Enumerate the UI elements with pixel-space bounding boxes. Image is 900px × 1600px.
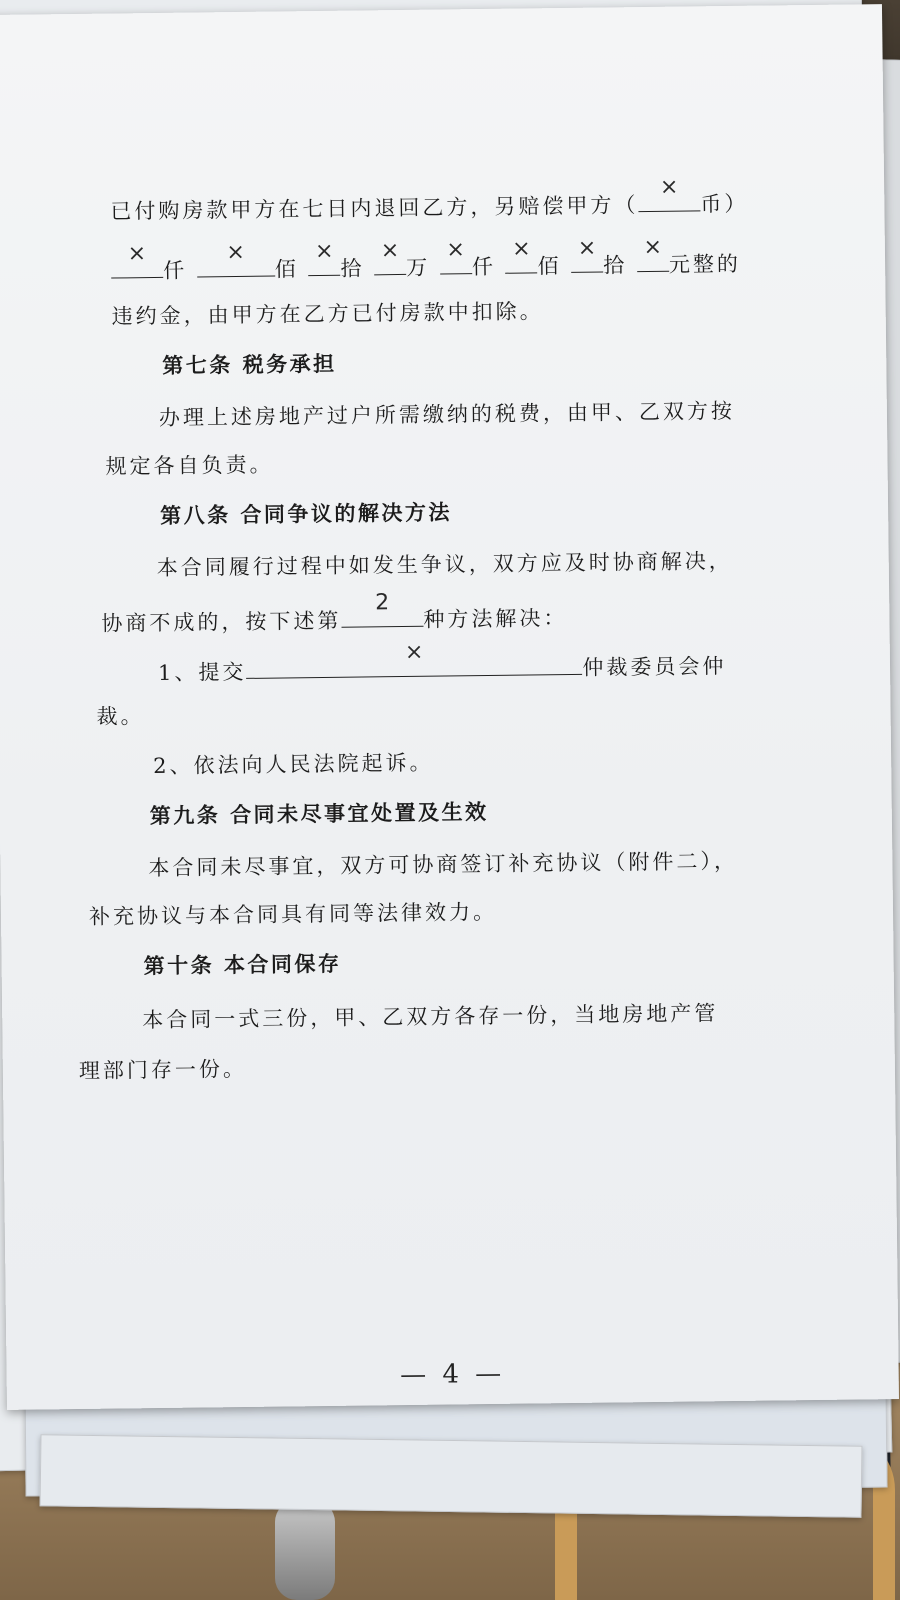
handwritten-cross: × [127, 241, 147, 267]
handwritten-cross: × [659, 174, 679, 200]
amount-line [111, 234, 742, 287]
page-content [0, 4, 899, 1410]
amount-blank [637, 234, 669, 272]
article-heading: 第十条 本合同保存 [143, 950, 342, 979]
unit-label: 仟 [471, 254, 497, 280]
handwritten-cross: × [226, 239, 245, 266]
text-line: 办理上述房地产过户所需缴纳的税费，由甲、乙双方按 [158, 398, 736, 430]
handwritten-cross: × [446, 237, 466, 263]
text-line: 裁。 [96, 704, 145, 729]
handwritten-cross: × [577, 235, 597, 261]
handwritten-cross: × [643, 234, 663, 261]
handwritten-cross: × [314, 238, 334, 265]
amount-blank [308, 238, 340, 276]
arbitration-blank [246, 639, 582, 679]
amount-blank [111, 241, 163, 279]
text-line [157, 639, 727, 688]
amount-blank [440, 237, 472, 274]
text-line: 本合同履行过程中如发生争议，双方应及时协商解决， [156, 548, 733, 581]
amount-blank [571, 235, 603, 273]
unit-label: 仟 [162, 258, 188, 283]
text-span: 已付购房款甲方在七日内退回乙方，另赔偿甲方（ [110, 193, 639, 224]
unit-label: 拾 [603, 253, 628, 278]
handwritten-cross: × [380, 238, 400, 264]
text-span: 仲裁委员会仲 [582, 654, 727, 680]
handwritten-cross: × [404, 639, 424, 665]
article-heading: 第九条 合同未尽事宜处置及生效 [149, 798, 489, 829]
text-line: 本合同未尽事宜，双方可协商签订补充协议（附件二）， [148, 848, 739, 881]
text-span: 币） [700, 191, 749, 217]
unit-label: 拾 [340, 256, 365, 281]
text-line: 理部门存一份。 [78, 1056, 248, 1083]
stacked-sheet [40, 1434, 863, 1517]
unit-label: 佰 [537, 254, 562, 279]
text-line: 补充协议与本合同具有同等法律效力。 [88, 899, 498, 929]
unit-label: 佰 [274, 257, 299, 282]
text-line: 本合同一式三份，甲、乙双方各存一份，当地房地产管 [142, 1001, 719, 1033]
text-line: 2、依法向人民法院起诉。 [153, 750, 434, 779]
text-span: 协商不成的，按下述第 [101, 608, 342, 636]
method-number-blank [341, 590, 423, 628]
amount-blank [374, 238, 406, 275]
handwritten-number: 2 [375, 590, 390, 616]
text-line: 规定各自负责。 [105, 452, 274, 479]
unit-label: 万 [406, 255, 431, 280]
article-heading: 第八条 合同争议的解决方法 [159, 499, 453, 528]
contract-page [0, 4, 899, 1410]
currency-blank [638, 174, 700, 212]
text-span: 种方法解决： [423, 605, 568, 632]
chair-knob [275, 1500, 335, 1600]
handwritten-cross: × [511, 236, 531, 262]
text-line: 违约金，由甲方在乙方已付房款中扣除。 [111, 299, 544, 329]
page-number: — 4 — [399, 1358, 506, 1391]
text-line [110, 174, 749, 227]
text-line [101, 590, 568, 639]
article-heading: 第七条 税务承担 [162, 350, 337, 378]
amount-blank [505, 236, 537, 273]
amount-blank [197, 239, 275, 278]
unit-label: 元整的 [668, 251, 742, 277]
text-span: 1、提交 [157, 659, 247, 685]
